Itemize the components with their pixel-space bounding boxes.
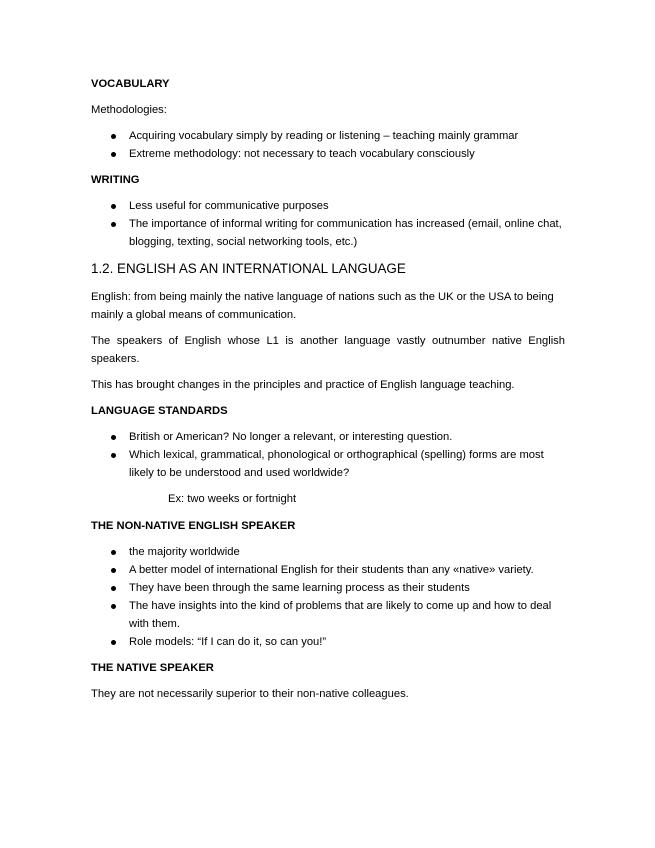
writing-heading: WRITING	[91, 174, 140, 186]
paragraph: This has brought changes in the principles and practice of English language teaching.	[91, 379, 515, 391]
bullet-icon	[111, 204, 116, 209]
non-native-bullet-list	[91, 543, 565, 651]
list-item-text: the majority worldwide	[129, 546, 240, 558]
list-item-text: A better model of international English for their students than any «native» variety.	[129, 564, 534, 576]
bullet-icon	[111, 586, 116, 591]
list-item	[91, 215, 565, 251]
list-item-text: Acquiring vocabulary simply by reading or listening – teaching mainly grammar	[129, 130, 519, 142]
language-standards-bullet-list	[91, 428, 565, 482]
list-item-text: They have been through the same learning process as their students	[129, 582, 470, 594]
language-standards-heading: LANGUAGE STANDARDS	[91, 405, 228, 417]
bullet-icon	[111, 568, 116, 573]
methodologies-label: Methodologies:	[91, 104, 167, 116]
native-speaker-heading: THE NATIVE SPEAKER	[91, 662, 214, 674]
non-native-speaker-heading: THE NON-NATIVE ENGLISH SPEAKER	[91, 520, 296, 532]
list-item	[91, 197, 565, 215]
list-item	[91, 145, 565, 163]
bullet-icon	[111, 152, 116, 157]
list-item	[91, 579, 565, 597]
list-item	[91, 633, 565, 651]
writing-bullet-list	[91, 197, 565, 251]
paragraph: They are not necessarily superior to their non-native colleagues.	[91, 688, 409, 700]
vocabulary-bullet-list	[91, 127, 565, 163]
list-item	[91, 127, 565, 145]
section-title: 1.2. ENGLISH AS AN INTERNATIONAL LANGUAGE	[91, 261, 406, 276]
bullet-icon	[111, 550, 116, 555]
list-item-text: Less useful for communicative purposes	[129, 200, 329, 212]
list-item	[91, 597, 565, 633]
list-item	[91, 543, 565, 561]
bullet-icon	[111, 453, 116, 458]
list-item-text: Which lexical, grammatical, phonological or orthographical (spelling) forms are most likely to be understood and used worldwide?	[129, 449, 544, 479]
list-item	[91, 561, 565, 579]
list-item-text: Role models: “If I can do it, so can you!”	[129, 636, 327, 648]
document-content	[91, 75, 565, 711]
bullet-icon	[111, 435, 116, 440]
example-line: Ex: two weeks or fortnight	[168, 493, 297, 505]
bullet-icon	[111, 640, 116, 645]
list-item-text: Extreme methodology: not necessary to teach vocabulary consciously	[129, 148, 475, 160]
list-item	[91, 428, 565, 446]
bullet-icon	[111, 604, 116, 609]
list-item	[91, 446, 565, 482]
bullet-icon	[111, 222, 116, 227]
list-item-text: The have insights into the kind of problems that are likely to come up and how to deal with them.	[129, 600, 552, 630]
paragraph: English: from being mainly the native language of nations such as the UK or the USA to being mainly a global means of communication.	[91, 291, 554, 321]
bullet-icon	[111, 134, 116, 139]
paragraph: The speakers of English whose L1 is another language vastly outnumber native English speakers.	[91, 335, 565, 365]
list-item-text: British or American? No longer a relevant, or interesting question.	[129, 431, 453, 443]
vocabulary-heading: VOCABULARY	[91, 78, 170, 90]
list-item-text: The importance of informal writing for communication has increased (email, online chat, blogging, texting, social networking tools, etc.)	[129, 218, 562, 248]
